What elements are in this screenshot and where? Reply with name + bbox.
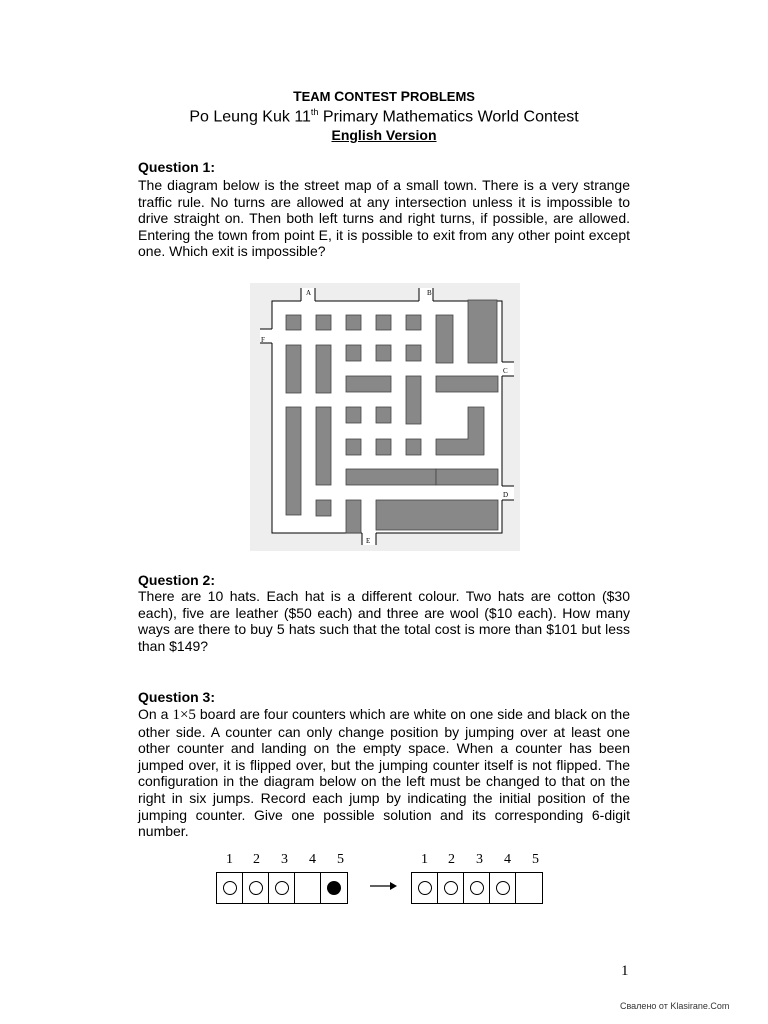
position-label: 5 [337, 852, 344, 867]
position-label: 4 [309, 852, 316, 867]
board-cell [412, 873, 438, 903]
board-cell [464, 873, 490, 903]
white-counter [418, 881, 432, 895]
board-cell [516, 873, 542, 903]
position-label: 5 [532, 852, 539, 867]
question-1-text: The diagram below is the street map of a small town. There is a very strange traffic rule. No turns are allowed at any intersection unless it is impossible to drive straight on. Then both left turns and right turns, if possible, are allowed. Entering the town from point E, it is possible to exit from any other point except one. Which exit is impossible? [138, 177, 630, 260]
target-board [411, 872, 543, 904]
contest-subtitle: Po Leung Kuk 11th Primary Mathematics World Contest [189, 107, 579, 126]
white-counter [249, 881, 263, 895]
contest-title: TEAM CONTEST PROBLEMS [293, 88, 475, 104]
map-label-a: A [306, 289, 312, 297]
question-3-text: On a 1×5 board are four counters which are white on one side and black on the other side. A counter can only change position by jumping over at least one other counter and landing on the empty space. When a counter has been jumped over, it is flipped over, but the jumping counter itself is not flipped. The configuration in the diagram below on the left must be changed to that on the right in six jumps. Record each jump by indicating the initial position of the jumping counter. Give one possible solution and its corresponding 6-digit number. [138, 706, 630, 840]
map-label-d: D [503, 491, 509, 499]
board-cell [490, 873, 516, 903]
white-counter [470, 881, 484, 895]
black-counter [327, 881, 341, 895]
board-cell [438, 873, 464, 903]
map-label-e: E [366, 537, 371, 545]
board-cell [295, 873, 321, 903]
position-label: 1 [421, 852, 428, 867]
page-number: 1 [621, 963, 629, 979]
white-counter [444, 881, 458, 895]
board-cell [217, 873, 243, 903]
map-label-c: C [503, 367, 508, 375]
position-label: 4 [504, 852, 511, 867]
board-cell [243, 873, 269, 903]
map-label-b: B [427, 289, 432, 297]
question-2-heading: Question 2: [138, 572, 216, 588]
position-label: 2 [253, 852, 260, 867]
version-label: English Version [331, 127, 437, 143]
start-board [216, 872, 348, 904]
board-cell [269, 873, 295, 903]
question-1-heading: Question 1: [138, 159, 216, 175]
arrow-right-icon [370, 880, 398, 892]
map-label-f: F [261, 336, 265, 344]
white-counter [223, 881, 237, 895]
position-label: 3 [476, 852, 483, 867]
white-counter [275, 881, 289, 895]
position-label: 3 [281, 852, 288, 867]
street-map-diagram [250, 283, 520, 551]
position-label: 1 [226, 852, 233, 867]
position-label: 2 [448, 852, 455, 867]
board-cell [321, 873, 347, 903]
question-2-text: There are 10 hats. Each hat is a different colour. Two hats are cotton ($30 each), five are leather ($50 each) and three are wool ($10 each). How many ways are there to buy 5 hats such that the total cost is more than $101 but less than $149? [138, 588, 630, 654]
question-3-heading: Question 3: [138, 689, 216, 705]
footer-credit: Свалено от Klasirane.Com [620, 1001, 730, 1011]
white-counter [496, 881, 510, 895]
